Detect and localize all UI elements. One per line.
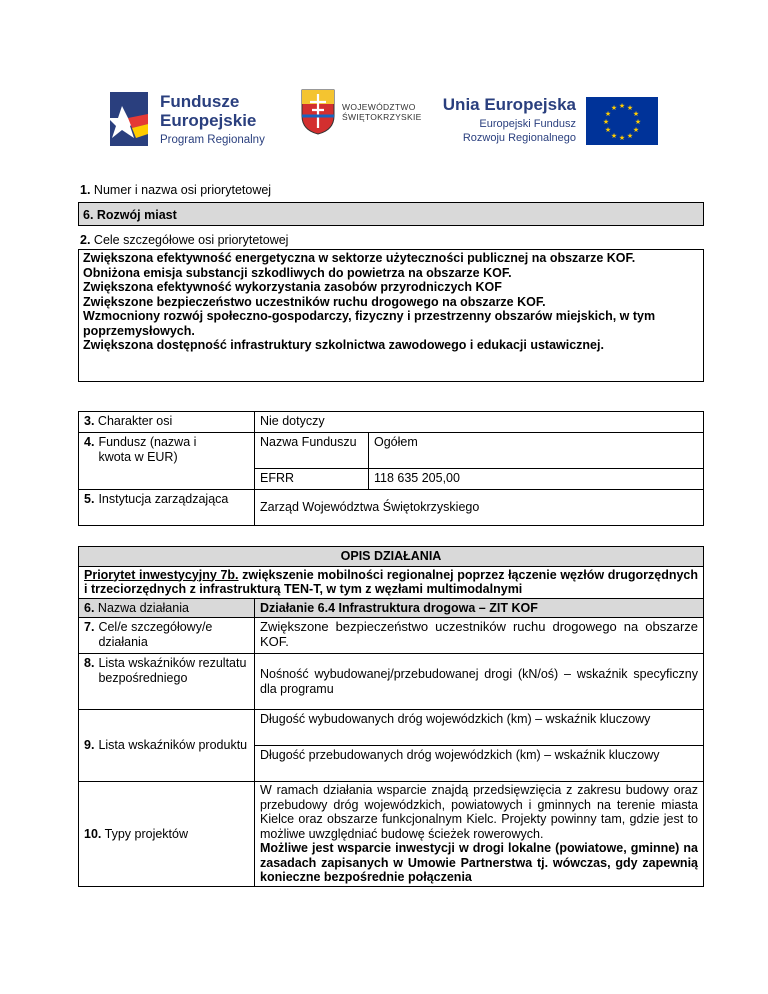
r10-label-cell	[79, 782, 255, 887]
r4-total-value: 118 635 205,00	[369, 469, 704, 490]
svg-text:★: ★	[626, 104, 634, 112]
section2-label: Cele szczegółowe osi priorytetowej	[93, 233, 289, 247]
r5-num: 5.	[84, 492, 95, 506]
goal-item: Obniżona emisja substancji szkodliwych do powietrza na obszarze KOF.	[83, 265, 512, 280]
fe-title-2: Europejskie	[160, 111, 257, 130]
ue-sub-1: Europejski Fundusz	[479, 118, 576, 130]
r8-label: Lista wskaźników rezultatu bezpośredniego	[98, 656, 247, 685]
r8-label-cell	[79, 654, 255, 710]
axis-name-box	[78, 202, 704, 226]
priority-cell	[79, 566, 704, 598]
r3-num: 3.	[84, 414, 95, 428]
r5-label: Instytucja zarządzająca	[98, 492, 229, 506]
svg-text:★: ★	[604, 110, 612, 118]
r3-label-cell	[79, 412, 255, 433]
r4-header-total: Ogółem	[369, 433, 704, 469]
r9-num: 9.	[84, 738, 95, 753]
ue-sub-2: Rozwoju Regionalnego	[462, 132, 576, 144]
r3-label: Charakter osi	[97, 414, 173, 428]
ue-title: Unia Europejska	[442, 95, 576, 114]
section2-heading	[80, 233, 288, 247]
svg-text:★: ★	[618, 134, 626, 142]
woj-logo	[300, 88, 430, 138]
r9-value-2: Długość przebudowanych dróg wojewódzkich (km) – wskaźnik kluczowy	[255, 746, 704, 782]
r4-fund-value: EFRR	[255, 469, 369, 490]
r10-paragraph-2: Możliwe jest wsparcie inwestycji w drogi lokalne (powiatowe, gminne) na zasadach zapisanych w Umowie Partnerstwa tj. wówczas, gdy zapewnią konieczne bezpośrednie połączenia	[260, 841, 698, 884]
svg-text:★: ★	[632, 110, 640, 118]
goals-box	[78, 249, 704, 382]
r6-label-cell	[79, 598, 255, 618]
r4-label-cell	[79, 433, 255, 490]
goal-item: Zwiększone bezpieczeństwo uczestników ruchu drogowego na obszarze KOF.	[83, 294, 546, 309]
r7-num: 7.	[84, 620, 95, 634]
r7-label: Cel/e szczegółowy/e działania	[98, 620, 213, 649]
ue-logo	[440, 95, 662, 145]
r10-paragraph-1: W ramach działania wsparcie znajdą przedsięwzięcia z zakresu budowy oraz przebudowy dróg wojewódzkich, powiatowych i gminnych na terenie miasta Kielce oraz obszarze funkcjonalnym Kielc. Projekty powinny tam, gdzie jest to możliwe uwzględniać budowę ścieżek rowerowych.	[260, 783, 698, 841]
action-description-table	[78, 546, 704, 887]
eu-flag-icon	[586, 97, 658, 145]
r6-num: 6.	[84, 600, 95, 615]
goal-item: Zwiększona efektywność wykorzystania zasobów przyrodniczych KOF	[83, 280, 502, 294]
priority-label: Priorytet inwestycyjny 7b.	[84, 567, 239, 582]
goal-item: Zwiększona efektywność energetyczna w sektorze użyteczności publicznej na obszarze KOF.	[83, 251, 636, 265]
svg-text:★: ★	[602, 118, 610, 126]
action-heading: OPIS DZIAŁANIA	[79, 547, 704, 567]
woj-line-1: WOJEWÓDZTWO	[342, 102, 416, 112]
r9-label-cell	[79, 710, 255, 782]
r4-header-fund: Nazwa Funduszu	[255, 433, 369, 469]
goal-item: Wzmocniony rozwój społeczno-gospodarczy, fizyczny i przestrzenny obszarów miejskich, w tym poprzemysłowych.	[83, 309, 656, 338]
axis-info-table	[78, 411, 704, 526]
goal-item: Zwiększona dostępność infrastruktury szkolnictwa zawodowego i edukacji ustawicznej.	[83, 338, 604, 352]
svg-text:★: ★	[610, 104, 618, 112]
woj-line-2: ŚWIĘTOKRZYSKIE	[342, 112, 422, 122]
r4-label: Fundusz (nazwa i kwota w EUR)	[98, 435, 197, 464]
svg-text:★: ★	[610, 132, 618, 140]
section2-num: 2.	[80, 233, 91, 247]
r6-value: Działanie 6.4 Infrastruktura drogowa – ZIT KOF	[255, 598, 704, 618]
svg-text:★: ★	[604, 126, 612, 134]
coat-of-arms-icon	[300, 88, 336, 136]
fe-title-1: Fundusze	[160, 92, 240, 111]
r4-num: 4.	[84, 435, 95, 449]
fe-star-icon	[108, 88, 158, 150]
r10-value-cell	[255, 782, 704, 887]
r10-label: Typy projektów	[104, 826, 189, 841]
r8-value: Nośność wybudowanej/przebudowanej drogi (kN/oś) – wskaźnik specyficzny dla programu	[255, 654, 704, 710]
r5-value: Zarząd Województwa Świętokrzyskiego	[255, 490, 704, 526]
r6-label: Nazwa działania	[97, 600, 189, 615]
r9-value-1: Długość wybudowanych dróg wojewódzkich (km) – wskaźnik kluczowy	[255, 710, 704, 746]
priority-text: zwiększenie mobilności regionalnej poprzez łączenie węzłów drugorzędnych i trzeciorzędnych z infrastrukturą TEN-T, w tym z węzłami multimodalnymi	[84, 567, 698, 596]
r10-num: 10.	[84, 826, 102, 841]
svg-text:★: ★	[618, 102, 626, 110]
section1-label: Numer i nazwa osi priorytetowej	[93, 183, 272, 197]
fe-logo	[108, 88, 278, 150]
svg-text:★: ★	[626, 132, 634, 140]
r9-label: Lista wskaźników produktu	[98, 738, 248, 753]
axis-name-value: 6. Rozwój miast	[83, 208, 177, 222]
section1-heading	[80, 183, 271, 197]
r5-label-cell	[79, 490, 255, 526]
r7-value: Zwiększone bezpieczeństwo uczestników ruchu drogowego na obszarze KOF.	[255, 618, 704, 654]
svg-text:★: ★	[634, 118, 642, 126]
svg-text:★: ★	[632, 126, 640, 134]
r3-value: Nie dotyczy	[255, 412, 704, 433]
r8-num: 8.	[84, 656, 95, 670]
section1-num: 1.	[80, 183, 91, 197]
fe-subtitle: Program Regionalny	[160, 134, 265, 146]
r7-label-cell	[79, 618, 255, 654]
